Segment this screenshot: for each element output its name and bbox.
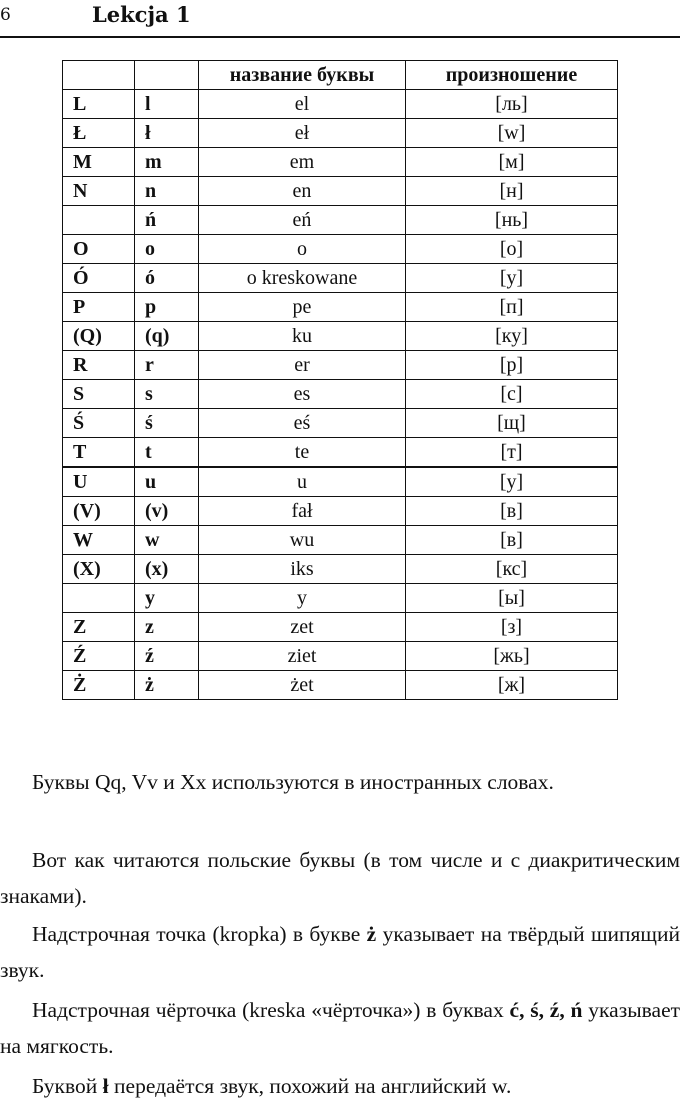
column-header-letter-name: название буквы [199, 61, 406, 90]
letter-name: ku [199, 322, 406, 351]
letter-lowercase: y [135, 584, 199, 613]
paragraph-reading-intro: Вот как читаются польские буквы (в том числе и с диакритическим знаками). [0, 848, 680, 908]
letter-name: te [199, 438, 406, 468]
letter-uppercase: (V) [63, 497, 135, 526]
letter-uppercase: R [63, 351, 135, 380]
table-row [63, 119, 618, 148]
letter-uppercase: Z [63, 613, 135, 642]
letter-lowercase: ó [135, 264, 199, 293]
letter-pronunciation: [о] [406, 235, 618, 264]
letter-uppercase: Ś [63, 409, 135, 438]
table-row [63, 438, 618, 468]
letter-uppercase: T [63, 438, 135, 468]
letter-lowercase: w [135, 526, 199, 555]
letter-lowercase: ź [135, 642, 199, 671]
letter-lowercase: ł [135, 119, 199, 148]
letter-lowercase: p [135, 293, 199, 322]
letter-lowercase: (x) [135, 555, 199, 584]
letter-pronunciation: [у] [406, 264, 618, 293]
letter-name: fał [199, 497, 406, 526]
letter-pronunciation: [с] [406, 380, 618, 409]
table-row [63, 177, 618, 206]
letter-uppercase: N [63, 177, 135, 206]
letter-name: pe [199, 293, 406, 322]
letter-lowercase: z [135, 613, 199, 642]
letter-uppercase: Ł [63, 119, 135, 148]
column-header-lower [135, 61, 199, 90]
letter-name: o kreskowane [199, 264, 406, 293]
page-number: 6 [0, 5, 11, 25]
table-row [63, 555, 618, 584]
letter-lowercase: t [135, 438, 199, 468]
letter-uppercase: (Q) [63, 322, 135, 351]
letter-uppercase [63, 206, 135, 235]
table-row [63, 526, 618, 555]
table-row [63, 264, 618, 293]
table-row [63, 613, 618, 642]
letter-name: er [199, 351, 406, 380]
letter-pronunciation: [р] [406, 351, 618, 380]
letter-lowercase: u [135, 467, 199, 497]
letter-uppercase: S [63, 380, 135, 409]
paragraph-text: указывает на твёрдый шипящий звук. [0, 922, 680, 982]
letter-name: y [199, 584, 406, 613]
alphabet-table [62, 60, 618, 700]
letter-lowercase: ś [135, 409, 199, 438]
table-row [63, 409, 618, 438]
letter-uppercase: O [63, 235, 135, 264]
letter-pronunciation: [в] [406, 497, 618, 526]
letter-lowercase: ń [135, 206, 199, 235]
letter-pronunciation: [м] [406, 148, 618, 177]
letter-pronunciation: [ль] [406, 90, 618, 119]
letter-name: o [199, 235, 406, 264]
letter-name: es [199, 380, 406, 409]
letter-name: eń [199, 206, 406, 235]
chapter-title: Lekcja 1 [92, 2, 191, 27]
letter-pronunciation: [п] [406, 293, 618, 322]
letter-uppercase: Ż [63, 671, 135, 700]
letter-uppercase: M [63, 148, 135, 177]
letter-highlight: ż [366, 922, 377, 946]
letter-uppercase: P [63, 293, 135, 322]
letter-name: u [199, 467, 406, 497]
letter-name: wu [199, 526, 406, 555]
letter-pronunciation: [в] [406, 526, 618, 555]
letter-name: ziet [199, 642, 406, 671]
letter-pronunciation: [щ] [406, 409, 618, 438]
paragraph-l-stroke [0, 1068, 680, 1104]
table-row [63, 671, 618, 700]
letter-lowercase: m [135, 148, 199, 177]
letter-lowercase: l [135, 90, 199, 119]
letter-pronunciation: [н] [406, 177, 618, 206]
letter-lowercase: o [135, 235, 199, 264]
letter-pronunciation: [з] [406, 613, 618, 642]
column-header-upper [63, 61, 135, 90]
paragraph-text: Надстрочная точка (kropka) в букве [32, 922, 367, 946]
table-row [63, 322, 618, 351]
letter-lowercase: ż [135, 671, 199, 700]
paragraph-text: Надстрочная чёрточка (kreska «чёрточка») в буквах [32, 998, 510, 1022]
table-row [63, 642, 618, 671]
letter-lowercase: (q) [135, 322, 199, 351]
table-row [63, 380, 618, 409]
paragraph-text: указывает на мягкость. [0, 998, 680, 1058]
letter-pronunciation: [ы] [406, 584, 618, 613]
letter-name: eł [199, 119, 406, 148]
paragraph-text: Буквой [32, 1074, 103, 1098]
letter-pronunciation: [кс] [406, 555, 618, 584]
letter-pronunciation: [нь] [406, 206, 618, 235]
letter-uppercase: Ó [63, 264, 135, 293]
letter-uppercase: U [63, 467, 135, 497]
letter-name: el [199, 90, 406, 119]
letter-uppercase: L [63, 90, 135, 119]
paragraph-text: передаётся звук, похожий на английский w. [108, 1074, 512, 1098]
table-header-row [63, 61, 618, 90]
letter-uppercase: W [63, 526, 135, 555]
letter-highlight: ć, ś, ź, ń [509, 998, 583, 1022]
table-row [63, 148, 618, 177]
paragraph-foreign-letters: Буквы Qq, Vv и Xx используются в иностранных словах. [32, 770, 554, 794]
letter-name: eś [199, 409, 406, 438]
paragraph-kropka [0, 916, 680, 988]
table-row [63, 206, 618, 235]
letter-pronunciation: [ку] [406, 322, 618, 351]
table-row [63, 90, 618, 119]
letter-uppercase [63, 584, 135, 613]
table-row [63, 467, 618, 497]
table-row [63, 293, 618, 322]
letter-pronunciation: [жь] [406, 642, 618, 671]
letter-name: em [199, 148, 406, 177]
letter-name: iks [199, 555, 406, 584]
table-row [63, 497, 618, 526]
letter-pronunciation: [у] [406, 467, 618, 497]
letter-pronunciation: [ж] [406, 671, 618, 700]
column-header-pronunciation: произношение [406, 61, 618, 90]
page-header [0, 0, 680, 38]
table-row [63, 235, 618, 264]
letter-name: zet [199, 613, 406, 642]
letter-name: en [199, 177, 406, 206]
letter-lowercase: n [135, 177, 199, 206]
letter-lowercase: r [135, 351, 199, 380]
letter-uppercase: Ź [63, 642, 135, 671]
letter-name: żet [199, 671, 406, 700]
table-row [63, 584, 618, 613]
letter-lowercase: (v) [135, 497, 199, 526]
table-row [63, 351, 618, 380]
letter-pronunciation: [т] [406, 438, 618, 468]
letter-highlight: ł [102, 1074, 109, 1098]
letter-uppercase: (X) [63, 555, 135, 584]
paragraph-kreska [0, 992, 680, 1064]
letter-lowercase: s [135, 380, 199, 409]
letter-pronunciation: [w] [406, 119, 618, 148]
